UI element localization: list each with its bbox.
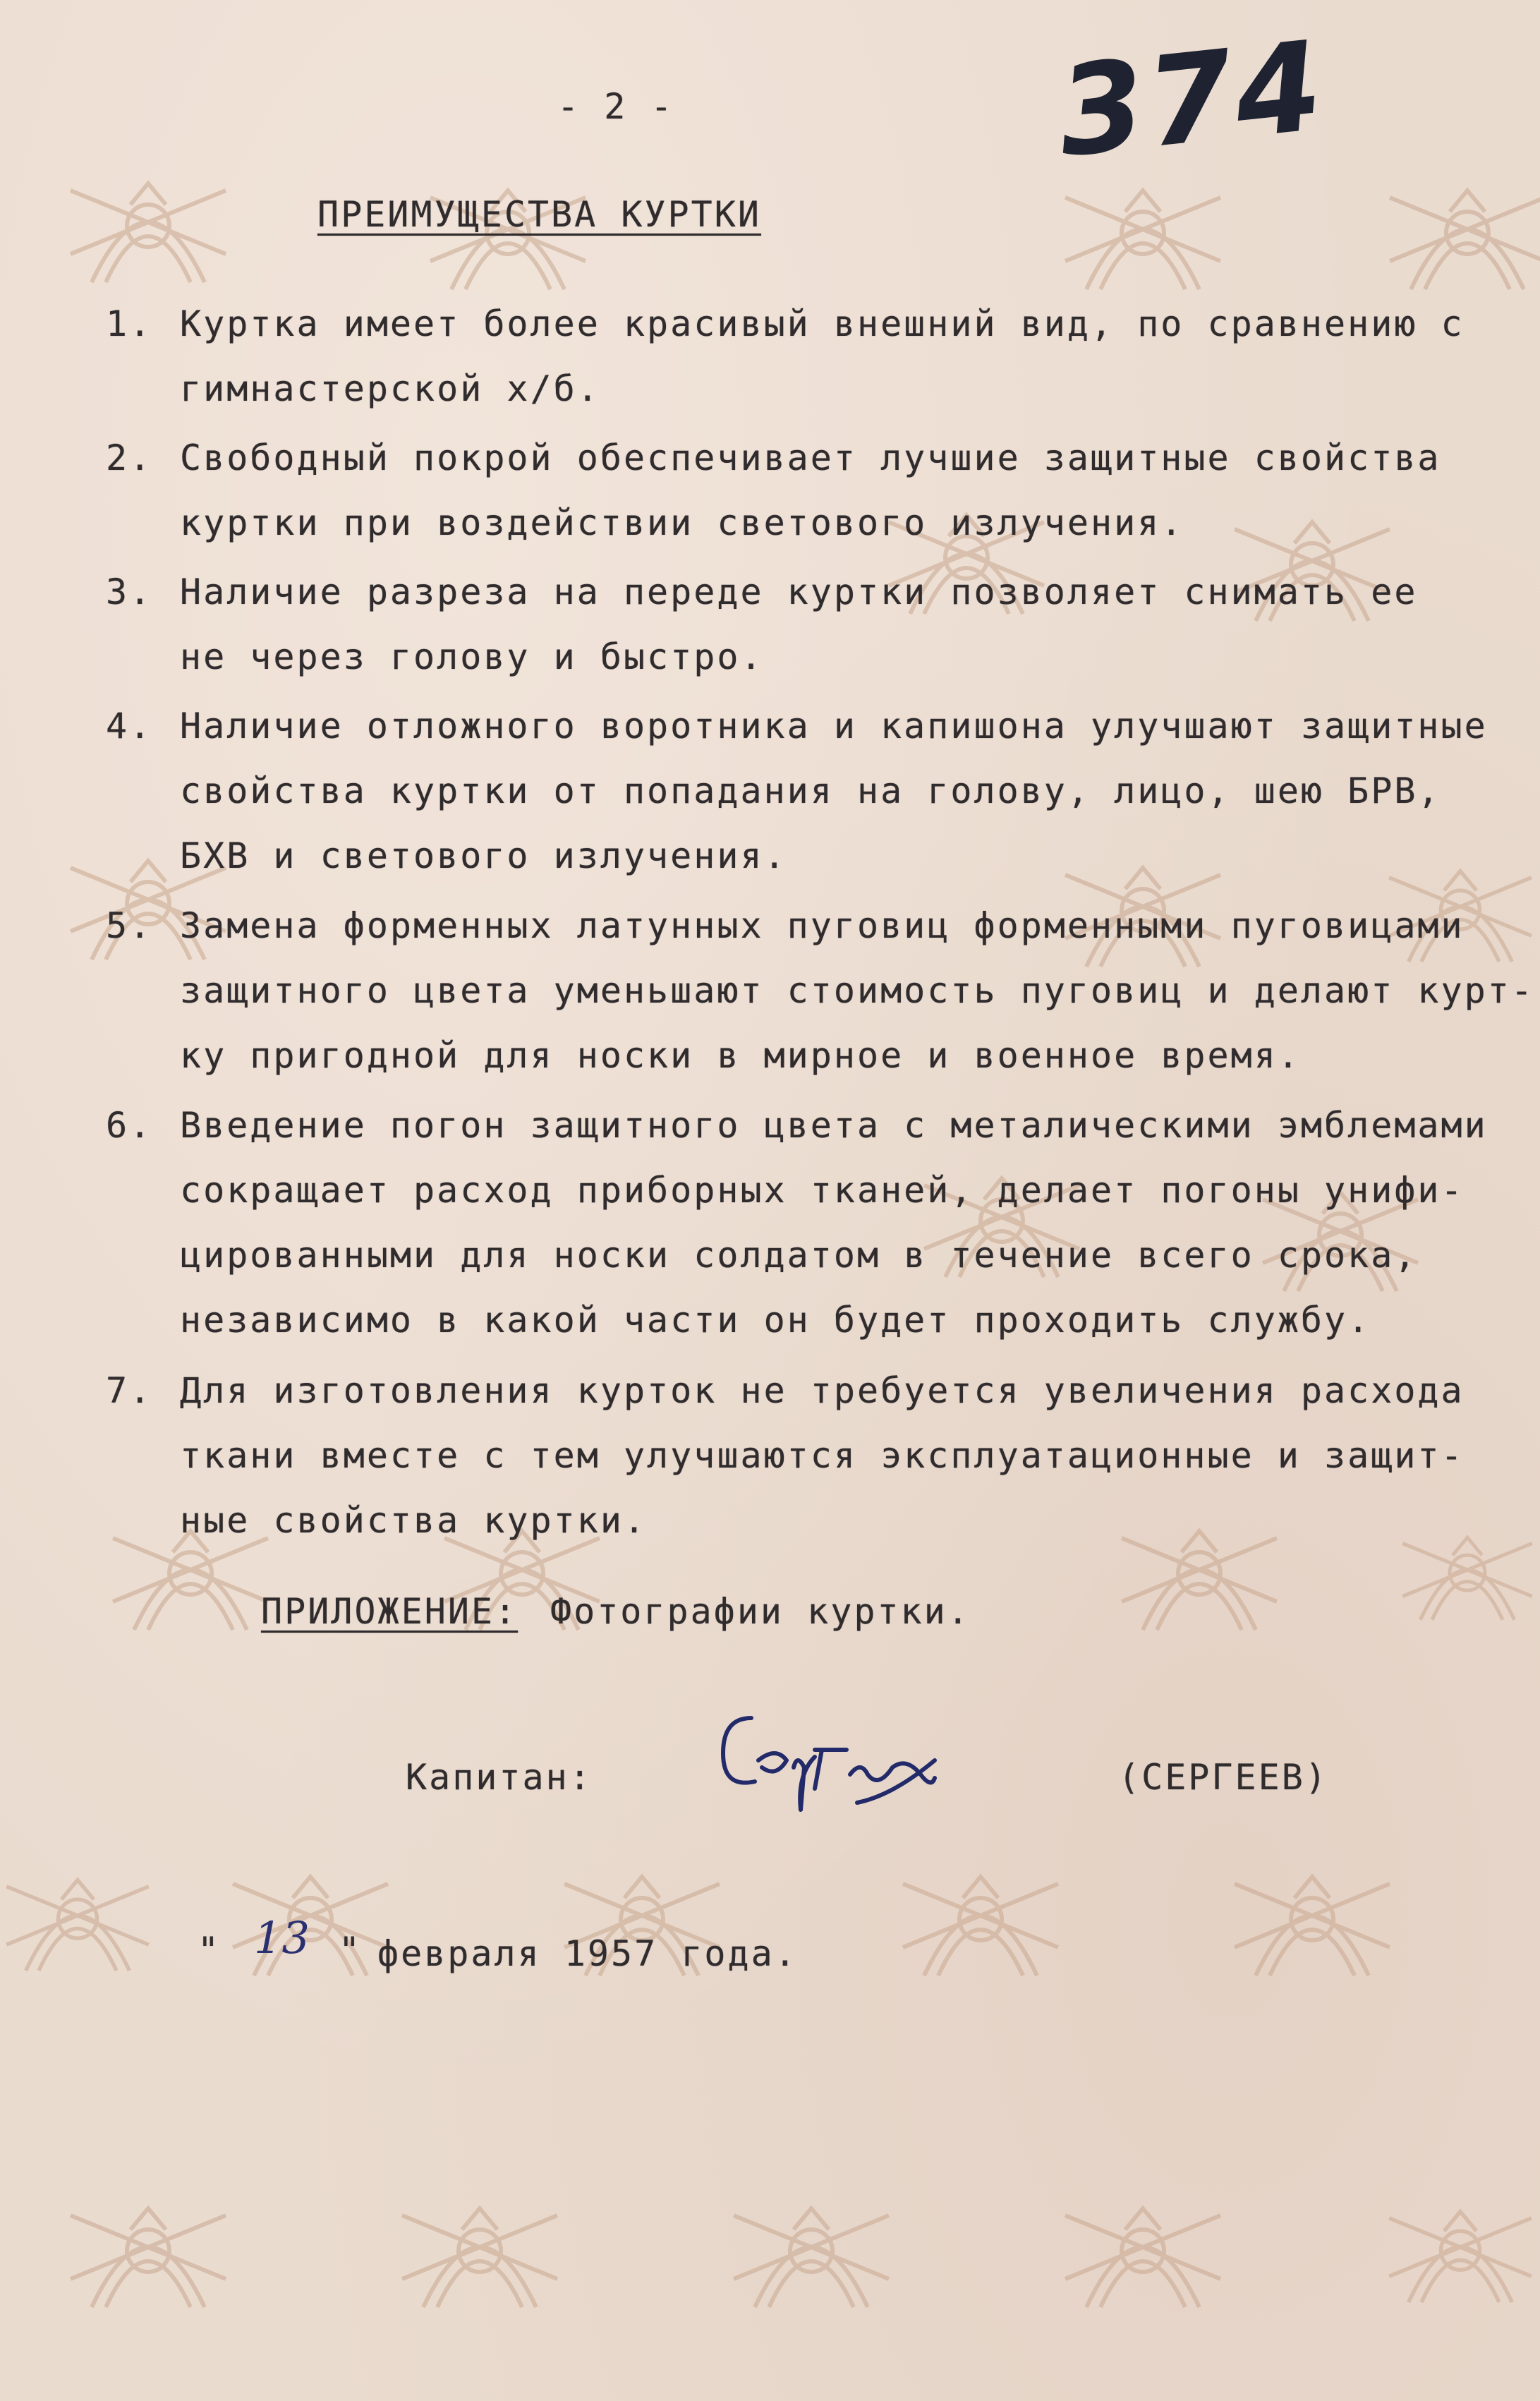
item-line: защитного цвета уменьшают стоимость пуговиц и делают курт-	[180, 970, 1534, 1011]
item-line: ные свойства куртки.	[180, 1500, 648, 1541]
appendix-text: Фотографии куртки.	[550, 1591, 971, 1632]
item-line: БХВ и светового излучения.	[180, 835, 787, 876]
watermark-emblem-icon	[63, 148, 233, 296]
item-line: Для изготовления курток не требуется увеличения расхода	[180, 1370, 1465, 1411]
watermark-emblem-icon	[1383, 2173, 1538, 2321]
handwritten-signature	[709, 1690, 949, 1831]
item-line: не через голову и быстро.	[180, 636, 764, 677]
watermark-emblem-icon	[727, 2173, 896, 2321]
watermark-emblem-icon	[1383, 155, 1540, 303]
item-line: Куртка имеет более красивый внешний вид, по сравнению с	[180, 303, 1465, 344]
item-number: 2.	[106, 437, 153, 478]
item-line: свойства куртки от попадания на голову, лицо, шею БРВ,	[180, 770, 1441, 811]
document-title: ПРЕИМУЩЕСТВА КУРТКИ	[317, 194, 761, 235]
date-day: 13	[254, 1912, 310, 1964]
date-open-quote: "	[198, 1930, 222, 1971]
watermark-emblem-icon	[1227, 1841, 1397, 1990]
item-line: цированными для носки солдатом в течение всего срока,	[180, 1235, 1418, 1276]
item-number: 1.	[106, 303, 153, 344]
watermark-emblem-icon	[1115, 1496, 1284, 1644]
watermark-emblem-icon	[1397, 1496, 1538, 1644]
watermark-emblem-icon	[896, 1841, 1065, 1990]
watermark-emblem-icon	[1058, 2173, 1227, 2321]
item-line: ку пригодной для носки в мирное и военное время.	[180, 1035, 1301, 1076]
item-line: независимо в какой части он будет проходить службу.	[180, 1300, 1371, 1341]
item-line: Свободный покрой обеспечивает лучшие защитные свойства	[180, 437, 1441, 478]
archive-folio-number: 374	[1051, 14, 1331, 186]
item-line: сокращает расход приборных тканей, делает погоны унифи-	[180, 1170, 1465, 1211]
page-number: - 2 -	[557, 86, 674, 127]
item-number: 5.	[106, 905, 153, 946]
item-line: Замена форменных латунных пуговиц форменными пуговицами	[180, 905, 1465, 946]
appendix-label: ПРИЛОЖЕНИЕ:	[261, 1591, 519, 1632]
item-line: Наличие отложного воротника и капишона улучшают защитные	[180, 706, 1488, 746]
item-line: Введение погон защитного цвета с металическими эмблемами	[180, 1105, 1488, 1146]
signer-rank: Капитан:	[406, 1757, 593, 1798]
signer-name: (СЕРГЕЕВ)	[1118, 1757, 1328, 1798]
item-number: 6.	[106, 1105, 153, 1146]
item-number: 7.	[106, 1370, 153, 1411]
watermark-emblem-icon	[395, 2173, 564, 2321]
item-number: 3.	[106, 571, 153, 612]
item-line: гимнастерской х/б.	[180, 368, 600, 409]
watermark-emblem-icon	[0, 1841, 155, 1990]
date-close-quote: "	[339, 1930, 363, 1971]
item-line: Наличие разреза на переде куртки позволяет снимать ее	[180, 571, 1418, 612]
watermark-emblem-icon	[1227, 487, 1397, 635]
watermark-emblem-icon	[226, 1841, 395, 1990]
watermark-emblem-icon	[63, 2173, 233, 2321]
item-line: куртки при воздействии светового излучения.	[180, 502, 1184, 543]
date-text: февраля 1957 года.	[377, 1933, 798, 1974]
item-line: ткани вместе с тем улучшаются эксплуатационные и защит-	[180, 1435, 1465, 1476]
item-number: 4.	[106, 706, 153, 746]
